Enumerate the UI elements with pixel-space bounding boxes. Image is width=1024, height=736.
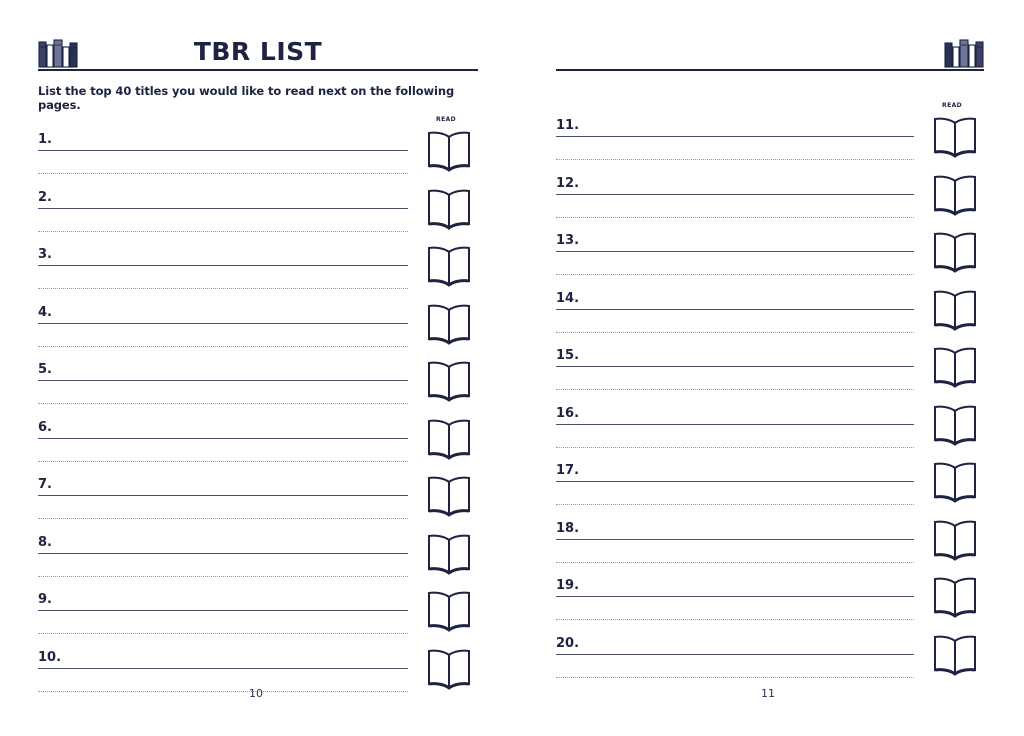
write-line-bottom[interactable] (38, 231, 408, 232)
open-book-icon[interactable] (424, 473, 474, 519)
open-book-icon[interactable] (930, 172, 980, 218)
write-line-top[interactable] (556, 366, 914, 367)
page-title: TBR LIST (184, 37, 332, 66)
instructions-text: List the top 40 titles you would like to read next on the following pages. (38, 84, 455, 112)
write-line-top[interactable] (556, 596, 914, 597)
list-item-number: 1. (38, 132, 52, 147)
list-item[interactable] (556, 630, 984, 688)
list-item-number: 14. (556, 290, 580, 306)
list-item-number: 9. (38, 592, 52, 607)
write-line-top[interactable] (556, 654, 914, 655)
open-book-icon[interactable] (424, 186, 474, 232)
write-line-bottom[interactable] (556, 619, 914, 620)
write-line-top[interactable] (556, 194, 914, 195)
write-line-top[interactable] (38, 150, 408, 151)
list-item[interactable] (38, 471, 478, 529)
tbr-list-left (38, 116, 478, 701)
open-book-icon[interactable] (424, 358, 474, 404)
list-item[interactable] (556, 457, 984, 515)
list-item-number: 2. (38, 189, 52, 205)
open-book-icon[interactable] (424, 128, 474, 174)
write-line-bottom[interactable] (556, 562, 914, 563)
write-line-top[interactable] (556, 424, 914, 425)
list-item-number: 5. (38, 362, 52, 377)
stacked-books-icon (940, 38, 984, 68)
write-line-bottom[interactable] (38, 288, 408, 289)
list-item[interactable] (556, 572, 984, 630)
page-header-right (556, 34, 984, 74)
tbr-list-right (556, 102, 984, 687)
write-line-top[interactable] (38, 380, 408, 381)
list-item-number: 16. (556, 405, 580, 421)
list-item[interactable] (38, 116, 478, 184)
open-book-icon[interactable] (930, 229, 980, 275)
write-line-top[interactable] (556, 309, 914, 310)
list-item[interactable] (38, 414, 478, 472)
write-line-bottom[interactable] (38, 346, 408, 347)
write-line-top[interactable] (38, 610, 408, 611)
list-item-number: 18. (556, 520, 580, 536)
list-item-number: 19. (556, 578, 580, 593)
write-line-top[interactable] (38, 668, 408, 669)
page-number-left: 10 (249, 687, 263, 700)
open-book-icon[interactable] (424, 646, 474, 692)
write-line-bottom[interactable] (38, 518, 408, 519)
list-item-number: 12. (556, 175, 580, 191)
write-line-top[interactable] (556, 136, 914, 137)
write-line-bottom[interactable] (556, 504, 914, 505)
write-line-top[interactable] (38, 265, 408, 266)
list-item[interactable] (556, 227, 984, 285)
write-line-top[interactable] (556, 481, 914, 482)
list-item[interactable] (38, 586, 478, 644)
write-line-bottom[interactable] (38, 403, 408, 404)
read-label: READ (942, 102, 962, 109)
open-book-icon[interactable] (424, 301, 474, 347)
header-rule (556, 69, 984, 71)
open-book-icon[interactable] (930, 402, 980, 448)
open-book-icon[interactable] (930, 574, 980, 620)
header-rule (38, 69, 478, 71)
open-book-icon[interactable] (424, 416, 474, 462)
open-book-icon[interactable] (424, 531, 474, 577)
list-item[interactable] (556, 515, 984, 573)
write-line-top[interactable] (38, 553, 408, 554)
list-item-number: 10. (38, 649, 62, 665)
list-item-number: 3. (38, 247, 52, 262)
write-line-bottom[interactable] (556, 217, 914, 218)
write-line-bottom[interactable] (556, 447, 914, 448)
write-line-bottom[interactable] (38, 633, 408, 634)
list-item[interactable] (556, 170, 984, 228)
list-item-number: 13. (556, 233, 580, 248)
write-line-bottom[interactable] (556, 159, 914, 160)
list-item[interactable] (556, 285, 984, 343)
open-book-icon[interactable] (424, 243, 474, 289)
write-line-top[interactable] (556, 251, 914, 252)
open-book-icon[interactable] (930, 459, 980, 505)
list-item-number: 20. (556, 635, 580, 651)
list-item[interactable] (38, 184, 478, 242)
open-book-icon[interactable] (930, 344, 980, 390)
list-item-number: 8. (38, 534, 52, 550)
list-item-number: 15. (556, 348, 580, 363)
list-item[interactable] (556, 102, 984, 170)
list-item[interactable] (38, 299, 478, 357)
page-number-right: 11 (761, 687, 775, 700)
list-item[interactable] (556, 342, 984, 400)
write-line-top[interactable] (38, 208, 408, 209)
open-book-icon[interactable] (930, 287, 980, 333)
list-item[interactable] (38, 529, 478, 587)
write-line-top[interactable] (38, 323, 408, 324)
open-book-icon[interactable] (930, 632, 980, 678)
write-line-bottom[interactable] (38, 576, 408, 577)
list-item-number: 6. (38, 419, 52, 435)
write-line-top[interactable] (38, 438, 408, 439)
list-item-number: 17. (556, 463, 580, 478)
write-line-bottom[interactable] (556, 389, 914, 390)
page-header-left (38, 34, 478, 74)
list-item-number: 7. (38, 477, 52, 492)
open-book-icon[interactable] (424, 588, 474, 634)
read-label: READ (436, 116, 456, 123)
list-item[interactable] (38, 241, 478, 299)
write-line-bottom[interactable] (38, 461, 408, 462)
stacked-books-icon (38, 38, 82, 68)
write-line-bottom[interactable] (556, 274, 914, 275)
write-line-bottom[interactable] (38, 173, 408, 174)
write-line-top[interactable] (556, 539, 914, 540)
list-item-number: 11. (556, 118, 580, 133)
write-line-bottom[interactable] (556, 332, 914, 333)
open-book-icon[interactable] (930, 114, 980, 160)
write-line-top[interactable] (38, 495, 408, 496)
page-right (512, 0, 1024, 736)
list-item-number: 4. (38, 304, 52, 320)
open-book-icon[interactable] (930, 517, 980, 563)
write-line-bottom[interactable] (556, 677, 914, 678)
list-item[interactable] (38, 356, 478, 414)
list-item[interactable] (556, 400, 984, 458)
